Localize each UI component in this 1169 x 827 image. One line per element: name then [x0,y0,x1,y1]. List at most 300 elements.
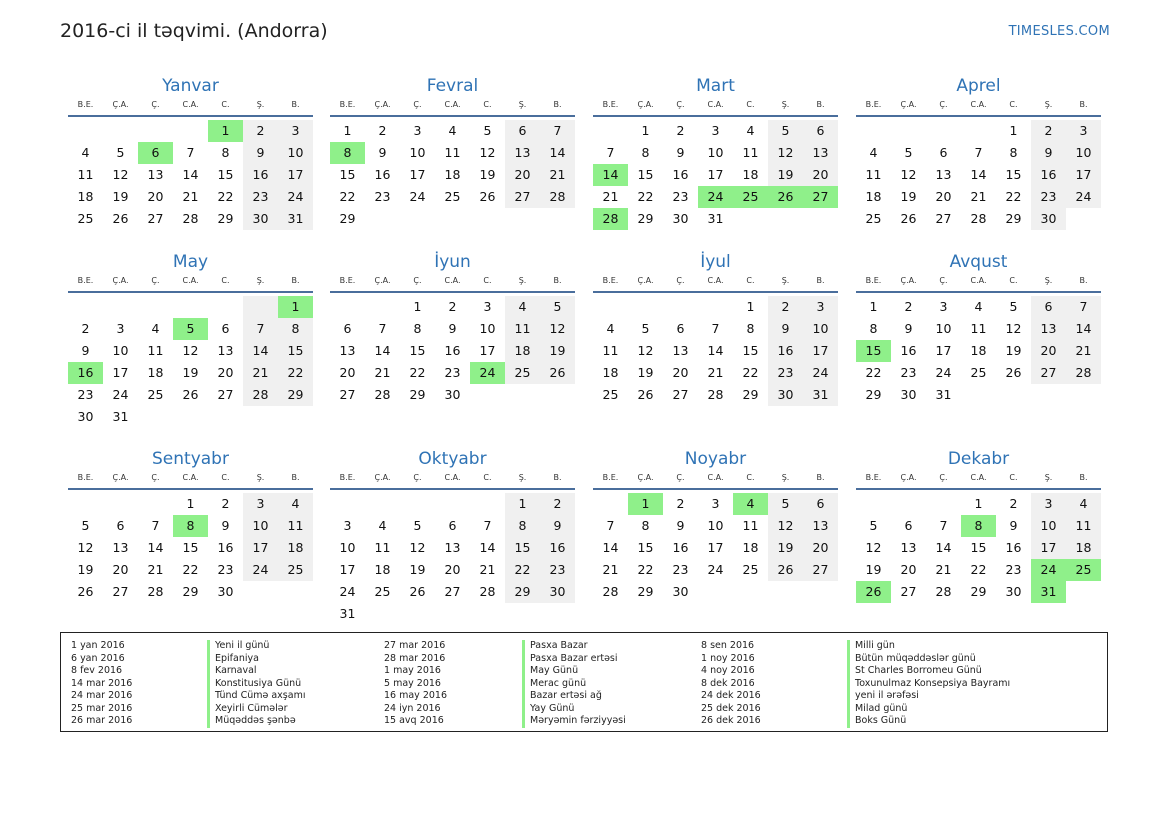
day-cell: 8 [221,145,230,160]
day-cell: 31 [112,409,129,424]
day-cell: 25 [865,211,882,226]
day-cell: 15 [505,537,540,559]
empty-cell [68,296,103,318]
holiday-date: 1 yan 2016 [71,640,125,651]
weekday-label: B.E. [77,473,94,482]
day-cell: 21 [935,562,952,577]
day-cell: 11 [742,145,759,160]
day-cell: 19 [768,164,803,186]
day-cell: 18 [278,537,313,559]
day-cell: 12 [865,540,882,555]
day-cell: 14 [602,540,619,555]
day-cell: 6 [939,145,948,160]
day-cell: 28 [182,211,199,226]
day-cell: 2 [540,493,575,515]
day-cell: 25 [374,584,391,599]
holiday-date: 24 mar 2016 [71,690,133,701]
holiday-day: 6 [138,142,173,164]
day-cell: 9 [540,515,575,537]
weekday-label: Ş. [518,100,527,109]
empty-cell [400,493,435,515]
day-cell: 10 [1031,515,1066,537]
weekday-label: B.E. [339,473,356,482]
day-cell: 14 [970,167,987,182]
day-cell: 4 [746,123,755,138]
weekday-label: Ç.A. [112,100,129,109]
month-11 [593,448,838,603]
holiday-day: 5 [173,318,208,340]
holiday-date: 25 dek 2016 [701,702,761,714]
day-cell: 14 [935,540,952,555]
empty-cell [628,296,663,318]
weekday-header [330,97,575,117]
day-cell: 4 [81,145,90,160]
day-cell: 8 [278,318,313,340]
day-cell: 30 [444,387,461,402]
day-cell: 22 [1005,189,1022,204]
weekday-label: Ç. [413,276,422,285]
day-cell: 30 [1005,584,1022,599]
day-cell: 21 [182,189,199,204]
day-cell: 27 [217,387,234,402]
day-cell: 7 [939,518,948,533]
holiday-date: 6 yan 2016 [71,652,125,664]
day-cell: 12 [409,540,426,555]
day-cell: 22 [182,562,199,577]
holiday-day: 15 [856,340,891,362]
day-cell: 13 [1031,318,1066,340]
weekday-label: C.A. [444,473,461,482]
month-7 [593,251,838,406]
day-cell: 20 [147,189,164,204]
day-cell: 18 [970,343,987,358]
holiday-name: Boks Günü [855,715,907,726]
day-cell: 2 [1031,120,1066,142]
day-cell: 25 [77,211,94,226]
day-cell: 14 [147,540,164,555]
day-cell: 30 [540,581,575,603]
day-cell: 20 [444,562,461,577]
day-cell: 4 [505,296,540,318]
day-cell: 10 [278,142,313,164]
month-name: Yanvar [162,76,219,96]
holiday-date: 8 sen 2016 [701,640,755,651]
day-cell: 21 [970,189,987,204]
day-cell: 21 [540,164,575,186]
day-cell: 30 [900,387,917,402]
empty-cell [470,493,505,515]
day-cell: 28 [540,186,575,208]
day-cell: 20 [112,562,129,577]
weekday-label: C.A. [182,276,199,285]
holiday-day: 16 [68,362,103,384]
holiday-date: 8 dek 2016 [701,677,755,689]
weekday-label: B.E. [865,473,882,482]
weekday-label: Ç.A. [637,276,654,285]
day-cell: 30 [768,384,803,406]
holiday-date: 4 noy 2016 [701,665,755,676]
day-cell: 4 [606,321,615,336]
day-cell: 6 [221,321,230,336]
day-cell: 29 [339,211,356,226]
day-cell: 23 [1005,562,1022,577]
day-cell: 6 [343,321,352,336]
day-cell: 13 [505,142,540,164]
holiday-name: Yeni il günü [215,640,270,651]
day-cell: 30 [1031,208,1066,230]
weekday-label: B. [816,473,825,482]
day-cell: 13 [112,540,129,555]
day-cell: 21 [374,365,391,380]
weekday-label: Ş. [256,100,265,109]
day-cell: 19 [112,189,129,204]
empty-cell [856,493,891,515]
month-2 [330,75,575,230]
day-cell: 19 [182,365,199,380]
day-cell: 22 [339,189,356,204]
day-cell: 1 [186,496,195,511]
weekday-header [330,273,575,293]
day-cell: 2 [676,496,685,511]
month-8 [856,251,1101,406]
weekday-label: C.A. [970,276,987,285]
day-cell: 24 [803,362,838,384]
holiday-day: 14 [593,164,628,186]
day-cell: 19 [479,167,496,182]
weekday-label: Ş. [781,100,790,109]
weekday-label: C.A. [970,473,987,482]
weekday-label: B.E. [602,473,619,482]
day-cell: 6 [1031,296,1066,318]
day-cell: 15 [339,167,356,182]
weekday-header [330,470,575,490]
weekday-header [593,273,838,293]
day-cell: 11 [865,167,882,182]
empty-cell [243,296,278,318]
day-cell: 26 [1005,365,1022,380]
holiday-name: Karnaval [215,665,257,676]
empty-cell [173,296,208,318]
day-cell: 12 [77,540,94,555]
day-cell: 12 [540,318,575,340]
day-cell: 21 [1066,340,1101,362]
day-cell: 13 [444,540,461,555]
weekday-label: B. [1079,276,1088,285]
weekday-header [68,470,313,490]
holiday-name: May Günü [530,665,579,676]
day-cell: 31 [278,208,313,230]
day-cell: 24 [278,186,313,208]
weekday-label: C.A. [444,100,461,109]
day-cell: 26 [900,211,917,226]
empty-cell [926,120,961,142]
holiday-date: 8 fev 2016 [71,665,123,676]
day-cell: 5 [116,145,125,160]
day-cell: 22 [637,562,654,577]
day-cell: 18 [742,167,759,182]
day-cell: 3 [278,120,313,142]
weekday-label: Ç.A. [900,276,917,285]
day-cell: 9 [448,321,457,336]
weekday-label: B. [553,473,562,482]
weekday-label: Ş. [518,473,527,482]
holiday-name: Toxunulmaz Konsepsiya Bayramı [855,677,1011,689]
weekday-label: C. [1009,100,1018,109]
day-cell: 9 [1031,142,1066,164]
day-cell: 27 [803,559,838,581]
day-cell: 19 [865,562,882,577]
day-cell: 11 [444,145,461,160]
day-cell: 20 [505,164,540,186]
day-cell: 10 [803,318,838,340]
day-cell: 24 [243,559,278,581]
day-cell: 1 [413,299,422,314]
day-cell: 30 [77,409,94,424]
holiday-day: 1 [278,296,313,318]
day-cell: 2 [676,123,685,138]
day-cell: 19 [900,189,917,204]
brand-link[interactable]: TIMESLES.COM [1008,24,1110,39]
weekday-label: Ç.A. [112,473,129,482]
day-cell: 12 [1005,321,1022,336]
day-cell: 5 [869,518,878,533]
day-cell: 9 [1009,518,1018,533]
day-grid [856,120,1101,230]
day-cell: 7 [606,518,615,533]
legend-names-column [847,640,1010,728]
day-cell: 22 [970,562,987,577]
day-cell: 15 [742,343,759,358]
day-cell: 8 [505,515,540,537]
day-cell: 12 [479,145,496,160]
weekday-label: Ç. [151,473,160,482]
holiday-day: 8 [173,515,208,537]
empty-cell [330,493,365,515]
day-cell: 29 [637,211,654,226]
weekday-label: Ç. [676,100,685,109]
holiday-day: 24 [698,186,733,208]
month-5 [68,251,313,428]
holiday-day: 4 [733,493,768,515]
day-cell: 26 [479,189,496,204]
day-cell: 7 [483,518,492,533]
day-grid [68,120,313,230]
day-cell: 13 [803,515,838,537]
day-cell: 10 [112,343,129,358]
day-cell: 30 [217,584,234,599]
day-cell: 23 [900,365,917,380]
day-cell: 20 [1031,340,1066,362]
month-name: Avqust [949,252,1008,272]
empty-cell [891,120,926,142]
weekday-label: C.A. [707,473,724,482]
weekday-label: C.A. [707,276,724,285]
holiday-day: 25 [733,186,768,208]
holiday-legend [60,632,1108,732]
empty-cell [593,296,628,318]
day-cell: 7 [974,145,983,160]
holiday-name: yeni il ərəfəsi [855,690,919,701]
weekday-label: C.A. [970,100,987,109]
holiday-name: Milad günü [855,702,908,714]
weekday-label: Ç. [676,473,685,482]
day-cell: 16 [243,164,278,186]
day-cell: 16 [768,340,803,362]
day-cell: 9 [768,318,803,340]
day-cell: 9 [904,321,913,336]
day-cell: 1 [869,299,878,314]
empty-cell [365,296,400,318]
day-cell: 29 [278,384,313,406]
day-cell: 11 [278,515,313,537]
day-cell: 12 [768,142,803,164]
weekday-label: B. [1079,100,1088,109]
day-cell: 13 [339,343,356,358]
empty-cell [593,493,628,515]
day-cell: 21 [147,562,164,577]
day-cell: 8 [746,321,755,336]
day-cell: 7 [540,120,575,142]
day-cell: 22 [409,365,426,380]
weekday-label: Ş. [256,473,265,482]
day-cell: 25 [970,365,987,380]
day-cell: 2 [768,296,803,318]
day-cell: 18 [865,189,882,204]
weekday-label: Ş. [1044,473,1053,482]
day-cell: 7 [243,318,278,340]
day-cell: 17 [243,537,278,559]
holiday-name: Konstitusiya Günü [215,677,302,689]
weekday-header [593,470,838,490]
day-cell: 15 [637,540,654,555]
empty-cell [138,493,173,515]
day-cell: 3 [939,299,948,314]
day-cell: 23 [444,365,461,380]
legend-dates-column [71,640,132,728]
day-cell: 29 [865,387,882,402]
holiday-date: 24 dek 2016 [701,690,761,701]
weekday-label: Ç.A. [900,473,917,482]
day-cell: 30 [672,211,689,226]
day-cell: 16 [1031,164,1066,186]
empty-cell [103,296,138,318]
day-cell: 23 [540,559,575,581]
day-cell: 5 [1009,299,1018,314]
day-cell: 30 [672,584,689,599]
holiday-date: 1 may 2016 [384,665,441,676]
weekday-label: B.E. [77,100,94,109]
day-cell: 29 [1005,211,1022,226]
day-cell: 27 [112,584,129,599]
day-cell: 14 [182,167,199,182]
day-cell: 14 [707,343,724,358]
holiday-date: 25 mar 2016 [71,702,133,714]
day-cell: 14 [540,142,575,164]
holiday-day: 1 [628,493,663,515]
day-cell: 11 [77,167,94,182]
day-cell: 25 [444,189,461,204]
day-cell: 27 [147,211,164,226]
legend-dates-column [384,640,447,728]
weekday-label: B. [553,100,562,109]
weekday-label: Ç.A. [637,100,654,109]
day-cell: 26 [768,559,803,581]
holiday-name: Bazar ertəsi ağ [530,690,602,701]
day-cell: 12 [768,515,803,537]
day-cell: 24 [1066,186,1101,208]
day-grid [68,493,313,603]
day-cell: 26 [540,362,575,384]
weekday-label: Ç. [151,276,160,285]
holiday-day: 24 [470,362,505,384]
day-cell: 28 [1066,362,1101,384]
month-3 [593,75,838,230]
weekday-label: C.A. [182,473,199,482]
weekday-label: Ç.A. [374,100,391,109]
day-cell: 15 [637,167,654,182]
month-name: İyun [434,252,471,272]
day-cell: 12 [112,167,129,182]
day-cell: 19 [1005,343,1022,358]
weekday-label: Ç.A. [374,473,391,482]
weekday-label: B. [1079,473,1088,482]
day-cell: 19 [540,340,575,362]
day-cell: 21 [602,189,619,204]
day-cell: 27 [444,584,461,599]
month-name: Fevral [426,76,479,96]
weekday-label: B.E. [865,100,882,109]
weekday-label: B.E. [339,276,356,285]
day-cell: 18 [1066,537,1101,559]
holiday-day: 26 [856,581,891,603]
day-cell: 17 [1066,164,1101,186]
holiday-date: 26 mar 2016 [71,715,133,726]
day-grid [856,296,1101,406]
day-cell: 17 [479,343,496,358]
day-grid [856,493,1101,603]
day-cell: 26 [112,211,129,226]
day-cell: 6 [116,518,125,533]
day-cell: 26 [182,387,199,402]
day-cell: 11 [505,318,540,340]
holiday-date: 27 mar 2016 [384,640,446,651]
day-cell: 26 [77,584,94,599]
day-cell: 27 [339,387,356,402]
day-cell: 9 [378,145,387,160]
day-cell: 26 [409,584,426,599]
month-1 [68,75,313,230]
day-cell: 11 [970,321,987,336]
day-cell: 16 [444,343,461,358]
month-name: Aprel [956,76,1001,96]
day-cell: 16 [217,540,234,555]
day-cell: 10 [409,145,426,160]
day-cell: 6 [803,493,838,515]
day-cell: 22 [505,559,540,581]
day-cell: 6 [676,321,685,336]
day-cell: 3 [413,123,422,138]
day-cell: 20 [935,189,952,204]
day-cell: 16 [1005,540,1022,555]
weekday-label: C.A. [182,100,199,109]
day-cell: 26 [637,387,654,402]
day-grid [593,493,838,603]
day-cell: 21 [707,365,724,380]
weekday-label: Ç.A. [112,276,129,285]
day-cell: 18 [505,340,540,362]
day-cell: 12 [637,343,654,358]
day-cell: 29 [637,584,654,599]
